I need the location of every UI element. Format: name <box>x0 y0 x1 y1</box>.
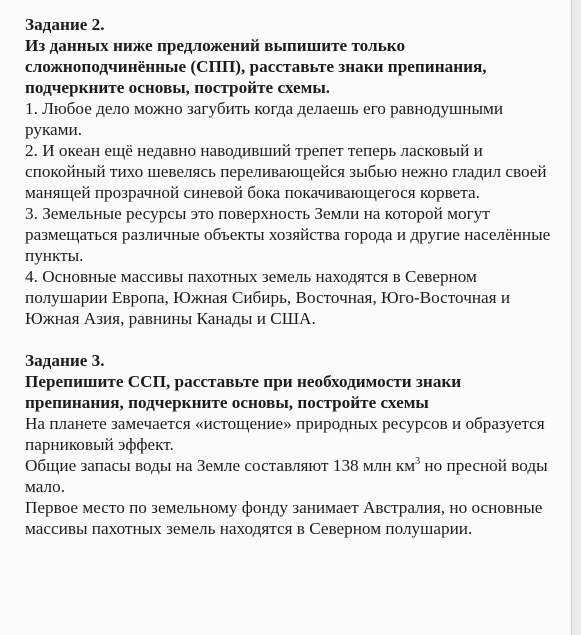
task-2-instruction: Из данных ниже предложений выпишите только сложноподчинённые (СПП), расставьте знаки препинания, подчеркните основы, постройте схемы. <box>25 36 487 97</box>
task-3-sentence-2-superscript: 3 <box>415 456 421 467</box>
task-3-sentence-1: На планете замечается «истощение» природных ресурсов и образуется парниковый эффект. <box>25 414 545 454</box>
task-3-sentence-2-before: Общие запасы воды на Земле составляют 138 млн км <box>25 456 416 475</box>
task-3-sentence-3: Первое место по земельному фонду занимает Австралия, но основные массивы пахотных земель находятся в Северном полушарии. <box>25 498 543 538</box>
task-3-title: Задание 3. <box>25 351 105 370</box>
task-2-title: Задание 2. <box>25 15 105 34</box>
task-2-section <box>25 14 561 329</box>
task-2-item-3: 3. Земельные ресурсы это поверхность Земли на которой могут размещаться различные объекты хозяйства города и другие населённые пункты. <box>25 204 551 265</box>
page-edge <box>572 0 581 635</box>
task-3-sentence-2 <box>25 455 561 497</box>
task-3-instruction: Перепишите ССП, расставьте при необходимости знаки препинания, подчеркните основы, постройте схемы <box>25 372 462 412</box>
task-2-item-1: 1. Любое дело можно загубить когда делаешь его равнодушными руками. <box>25 99 504 139</box>
task-3-sentence-2-after: но пресной воды мало. <box>25 456 548 496</box>
task-2-item-2: 2. И океан ещё недавно наводивший трепет теперь ласковый и спокойный тихо шевелясь переливающейся зыбью нежно гладил своей манящей прозрачной синевой бока покачивающегося корвета. <box>25 141 547 202</box>
task-2-item-4: 4. Основные массивы пахотных земель находятся в Северном полушарии Европа, Южная Сибирь, Восточная, Юго-Восточная и Южная Азия, равнины Канады и США. <box>25 267 511 328</box>
task-3-section <box>25 350 561 539</box>
